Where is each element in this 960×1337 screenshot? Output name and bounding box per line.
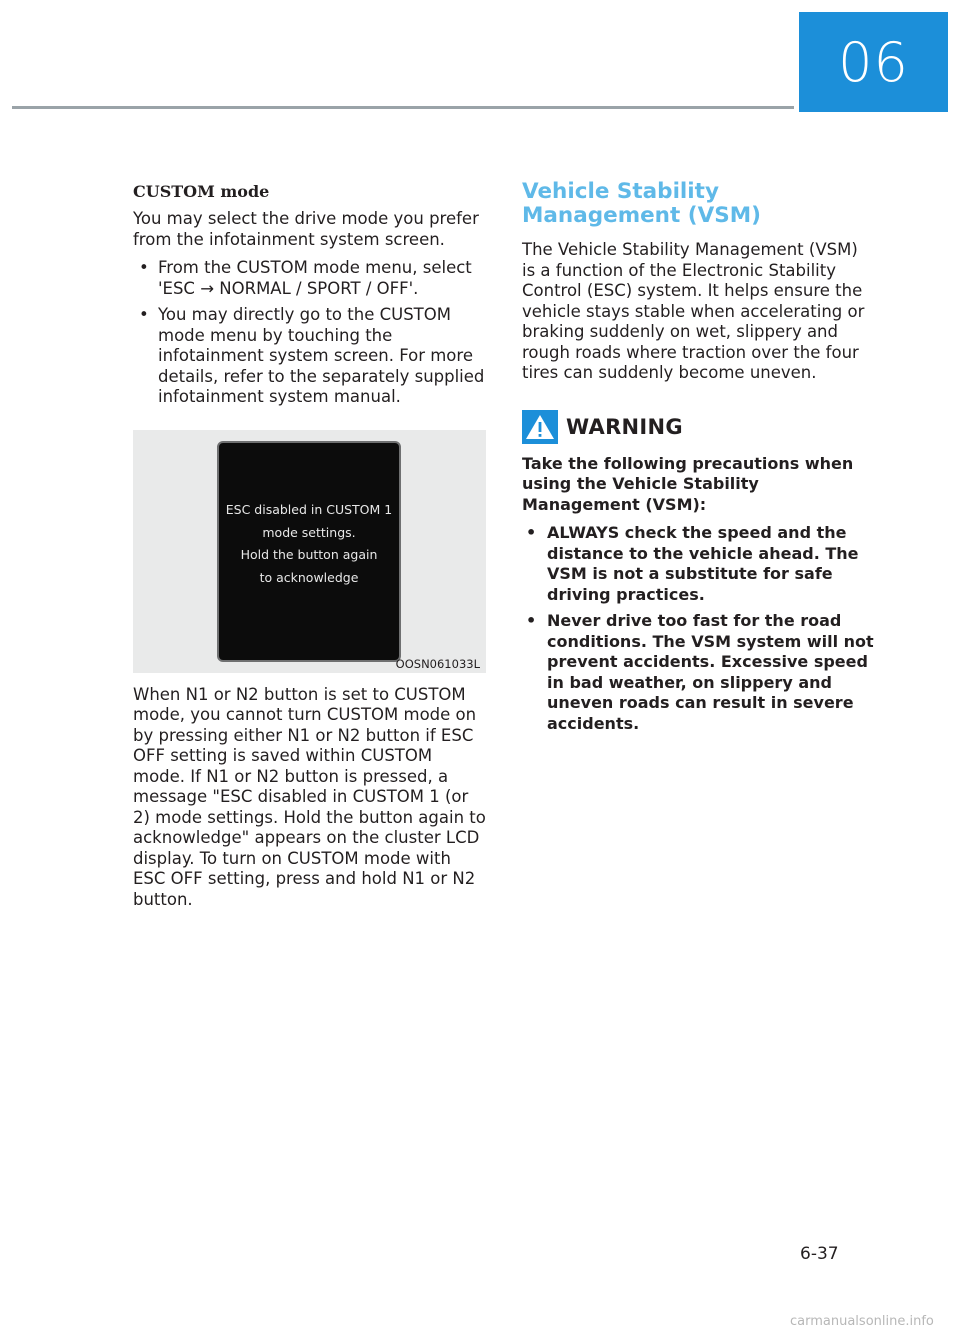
cluster-message: ESC disabled in CUSTOM 1 mode settings. Hold the button again to acknowledge [225,502,393,585]
warning-header [522,410,874,444]
custom-mode-intro: You may select the drive mode you prefer from the infotainment system screen. [133,209,479,249]
vsm-body: The Vehicle Stability Management (VSM) is a function of the Electronic Stability Control (ESC) system. It helps ensure the vehicle stays stable when accelerating or braking suddenly on wet, slippery and rough roads where traction over the four tires can suddenly become uneven. [522,240,865,382]
custom-mode-heading: CUSTOM mode [133,182,270,201]
bullet-item: • You may directly go to the CUSTOM mode menu by touching the infotainment system screen. For more details, refer to the separately supplied infotainment system manual. [139,305,485,406]
page-number: 6-37 [800,1244,839,1264]
cluster-lcd-screen [217,441,401,662]
chapter-tab [799,12,948,112]
header-rule [12,106,794,109]
custom-mode-bullets [133,258,488,408]
custom-mode-explanation: When N1 or N2 button is set to CUSTOM mode, you cannot turn CUSTOM mode on by pressing either N1 or N2 button if ESC OFF setting is saved within CUSTOM mode. If N1 or N2 button is pressed, a message "ESC disabled in CUSTOM 1 (or 2) mode settings. Hold the button again to acknowledge" appears on the cluster LCD display. To turn on CUSTOM mode with ESC OFF setting, press and hold N1 or N2 button. [133,684,486,909]
figure-code: OOSN061033L [395,656,480,671]
warning-intro: Take the following precautions when using the Vehicle Stability Management (VSM): [522,453,854,514]
warning-title: WARNING [566,414,683,439]
chapter-number: 06 [838,30,909,94]
right-column [522,180,874,740]
bullet-item: • From the CUSTOM mode menu, select 'ESC → NORMAL / SPORT / OFF'. [139,258,472,298]
vsm-section-title: Vehicle Stability Management (VSM) [522,179,761,228]
warning-triangle-icon [522,410,558,444]
warning-bullets [522,523,874,734]
warning-bullet-item: • Never drive too fast for the road conditions. The VSM system will not prevent accidents. Excessive speed in bad weather, on slippery and uneven roads can result in severe accidents. [526,611,874,733]
watermark-link[interactable]: carmanualsonline.info [790,1314,934,1329]
left-column [133,180,488,910]
warning-bullet-item: • ALWAYS check the speed and the distance to the vehicle ahead. The VSM is not a substitute for safe driving practices. [526,523,859,604]
cluster-display-figure [133,430,486,673]
